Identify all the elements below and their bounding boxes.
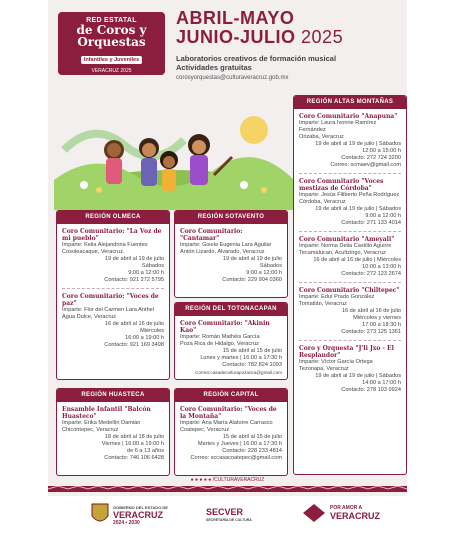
time: 9:00 a 12:00 h <box>365 213 401 219</box>
region-card-huasteca <box>56 388 170 476</box>
poster <box>48 0 407 544</box>
place: Córdoba, Veracruz <box>299 199 346 205</box>
list-item <box>299 178 401 227</box>
network-logo <box>58 12 165 75</box>
teacher: Imparte: Eduí Prado González <box>299 294 375 300</box>
teacher: Imparte: Flor del Carmen Lara Anthel <box>62 307 155 313</box>
choir-name: Coro Comunitario "Ameyali" <box>299 236 395 243</box>
phone: 16:00 a 19:00 h <box>125 335 164 341</box>
region-title: REGIÓN OLMECA <box>57 211 169 224</box>
dates: 19 de abril al 19 de julio | Sábados <box>315 206 401 212</box>
region-title: REGIÓN ALTAS MONTAÑAS <box>294 96 406 109</box>
logo-line4: VERACRUZ 2025 <box>91 68 132 74</box>
dates: 16 de abril al 16 de julio | Miércoles <box>313 257 401 263</box>
gov-line2: VERACRUZ <box>113 510 164 520</box>
choir-name: Coro Comunitario: "La Voz de mi pueblo" <box>62 228 162 242</box>
divider <box>299 282 401 283</box>
list-item <box>180 320 282 376</box>
social-icons[interactable]: ● ● ● ● ● <box>190 477 213 483</box>
place: Coatepec, Veracruz <box>180 427 230 433</box>
choir-illustration <box>54 90 294 210</box>
time: Sábados <box>259 263 282 269</box>
extra: Contacto: 746 106 6428 <box>104 455 164 461</box>
extra: Contacto: 229 904 0360 <box>222 277 282 283</box>
choir-name: Coro Comunitario "Voces mestizas de Córdoba" <box>299 178 384 192</box>
dates: 15 de abril al 15 de julio <box>222 434 282 440</box>
teacher: Imparte: Jesús Filiberto Peña Rodríguez <box>299 192 400 198</box>
list-item <box>299 287 401 336</box>
dates: 19 de abril al 19 de julio | Sábados <box>315 141 401 147</box>
teacher: Imparte: Víctor García Ortega <box>299 359 373 365</box>
region-card-olmeca <box>56 210 170 380</box>
extra: Contacto: 273 125 1361 <box>341 329 401 335</box>
brand-mark-icon <box>303 504 325 522</box>
contact-email[interactable]: corosyorquestas@culturaveracruz.gob.mx <box>176 75 289 81</box>
choir-name: Coro Comunitario: "Akinin Kao" <box>180 320 270 334</box>
subtitle-line1: Laboratorios creativos de formación musical <box>176 54 337 63</box>
dates: 18 de abril al 18 de julio <box>104 434 164 440</box>
list-item <box>62 406 164 462</box>
time: Sábados <box>141 263 164 269</box>
phone: Contacto: 272 123 2674 <box>341 271 401 277</box>
place: Agua Dulce, Veracruz <box>62 314 117 320</box>
list-item <box>180 406 282 462</box>
title-line2 <box>176 27 343 48</box>
region-card-altas <box>293 95 407 475</box>
time: Lunes y martes | 16:00 a 17:30 h <box>200 355 282 361</box>
phone: Contacto: 272 724 3200 <box>341 155 401 161</box>
region-title: REGIÓN HUASTECA <box>57 389 169 402</box>
title-year: 2025 <box>301 27 344 47</box>
place: Tomatlán, Veracruz <box>299 301 347 307</box>
time: 10:00 a 13:00 h <box>362 264 401 270</box>
region-card-sotavento <box>174 210 288 298</box>
social-bar <box>48 477 407 483</box>
teacher: Imparte: Gisela Eugenia Lara Aguilar <box>180 242 272 248</box>
dates: 19 de abril al 19 de julio <box>222 256 282 262</box>
choir-name: Coro Comunitario: "Cantamar" <box>180 228 243 242</box>
time: Miércoles y viernes <box>353 315 401 321</box>
place: Antón Lizardo, Alvarado, Veracruz <box>180 249 265 255</box>
secver-name: SECVER <box>206 507 244 517</box>
time: 14:00 a 17:00 h <box>362 380 401 386</box>
phone: 17:00 a 18:30 h <box>362 322 401 328</box>
extra: Correo: sccasacoatepec@gmail.com <box>190 455 282 461</box>
time: Viernes | 16:00 a 19:00 h <box>101 441 164 447</box>
decorative-strip <box>48 486 407 492</box>
teacher: Imparte: Keila Alejandrina Fuentes Cosoleacaque, Veracruz. <box>62 242 148 255</box>
logo-line1: RED ESTATAL <box>86 17 137 24</box>
choir-name: Coro Comunitario "Chiltepec" <box>299 287 400 294</box>
phone: Contacto: 278 103 0924 <box>341 387 401 393</box>
place: Poza Rica de Hidalgo, Veracruz <box>180 341 259 347</box>
phone: de 6 a 13 años <box>126 448 164 454</box>
place: Tecamalucan, Acultzingo, Veracruz <box>299 250 386 256</box>
time: Martes y Jueves | 16:00 a 17:30 h <box>197 441 282 447</box>
region-card-totonacapan <box>174 302 288 380</box>
logo-line2: de Coros y Orquestas <box>76 23 147 49</box>
list-item <box>62 228 164 284</box>
teacher: Imparte: Román Mathéis García <box>180 334 260 340</box>
dates: 15 de abril al 15 de julio <box>222 348 282 354</box>
dates: 19 de abril al 19 de julio <box>104 256 164 262</box>
time: Miércoles <box>140 328 164 334</box>
choir-name: Coro y Orquesta "J'li Jxo - El Resplandor" <box>299 345 394 359</box>
title-months: JUNIO-JULIO <box>176 27 296 47</box>
extra: Contacto: 921 272 5795 <box>104 277 164 283</box>
time: 12:00 a 15:00 h <box>362 148 401 154</box>
divider <box>299 340 401 341</box>
phone: Contacto: 782 824 1093 <box>222 362 282 368</box>
region-title: REGIÓN CAPITAL <box>175 389 287 402</box>
state-shield-icon <box>90 502 110 526</box>
secver-sub: SECRETARÍA DE CULTURA <box>206 518 252 522</box>
divider <box>299 231 401 232</box>
place: Tezonapa, Veracruz <box>299 366 349 372</box>
subtitle-line2: Actividades gratuitas <box>176 63 252 72</box>
motto-line1: POR AMOR A <box>330 505 363 511</box>
list-item <box>299 113 401 169</box>
teacher: Imparte: Erika Medellín Damián <box>62 420 141 426</box>
list-item <box>180 228 282 284</box>
region-title: REGIÓN DEL TOTONACAPAN <box>175 303 287 316</box>
teacher: Imparte: Norma Delia Castillo Aguirre <box>299 243 392 249</box>
logo-line3: Infantiles y Juveniles <box>81 56 142 64</box>
region-card-capital <box>174 388 288 476</box>
dates: 16 de abril al 16 de julio <box>341 308 401 314</box>
list-item <box>299 236 401 278</box>
teacher: Imparte: Laura Ivonne Ramírez Fernández <box>299 120 377 133</box>
phone: 9:00 a 12:00 h <box>128 270 164 276</box>
gov-line3: 2024 • 2030 <box>113 520 140 526</box>
footer <box>48 496 407 544</box>
social-handle[interactable]: /CULTURAVERACRUZ <box>212 477 265 483</box>
phone: Contacto: 271 133 4014 <box>341 220 401 226</box>
choir-name: Coro Comunitario: "Voces de paz" <box>62 293 159 307</box>
dates: 19 de abril al 19 de julio | Sábados <box>315 373 401 379</box>
gov-line1: GOBIERNO DEL ESTADO DE <box>113 505 168 510</box>
region-title: REGIÓN SOTAVENTO <box>175 211 287 224</box>
extra: Correo: scmaev@gmail.com <box>330 162 401 168</box>
teacher: Imparte: Ana María Alatorre Carrasco <box>180 420 273 426</box>
place: Orizaba, Veracruz <box>299 134 344 140</box>
divider <box>299 173 401 174</box>
choir-name: Coro Comunitario "Anapuna" <box>299 113 398 120</box>
list-item <box>62 293 164 349</box>
extra: Contacto: 921 169 3498 <box>104 342 164 348</box>
list-item <box>299 345 401 394</box>
divider <box>62 288 164 289</box>
title-line1: ABRIL-MAYO <box>176 8 295 28</box>
dates: 16 de abril al 16 de julio <box>104 321 164 327</box>
phone: Contacto: 228 233 4814 <box>222 448 282 454</box>
choir-name: Coro Comunitario: "Voces de la Montaña" <box>180 406 277 420</box>
motto-line2: VERACRUZ <box>330 511 381 521</box>
extra: Correo:casadeculturapozarica@gmail.com <box>195 370 282 375</box>
place: Chicontepec, Veracruz <box>62 427 119 433</box>
choir-name: Ensamble Infantil "Balcón Huasteco" <box>62 406 151 420</box>
phone: 9:00 a 12:00 h <box>246 270 282 276</box>
